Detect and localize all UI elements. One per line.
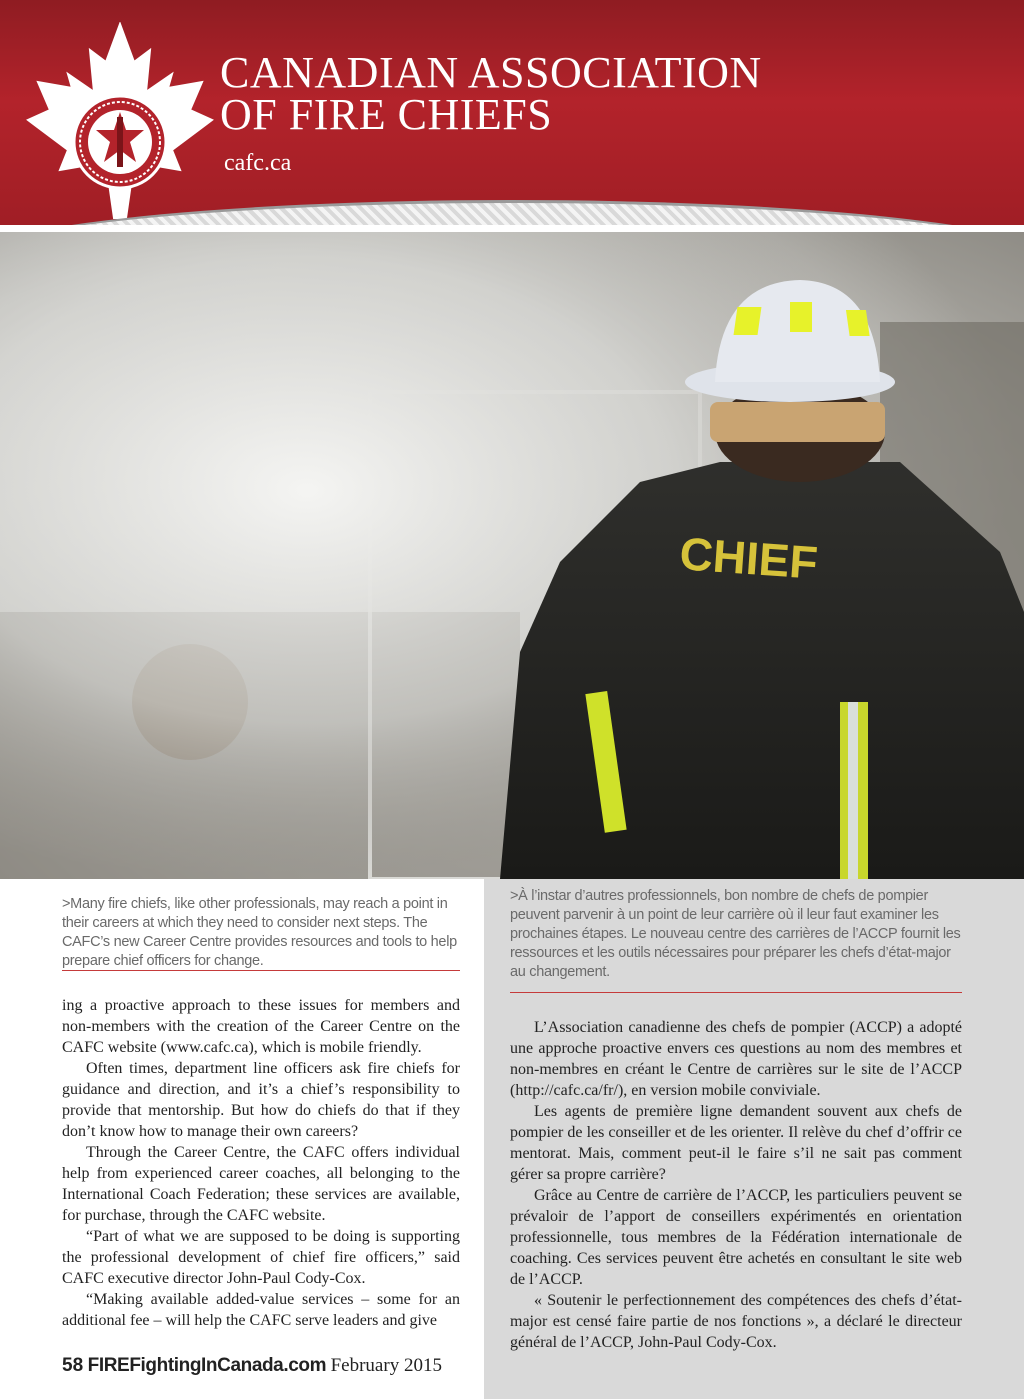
- french-caption-rule: [510, 992, 962, 993]
- issue-date: February 2015: [330, 1355, 442, 1376]
- english-caption: >Many fire chiefs, like other professionals, may reach a point in their careers at which they need to consider next steps. The CAFC’s new Career Centre provides resources and tools to help prepare chief officers for change.: [62, 896, 457, 969]
- french-paragraph: L’Association canadienne des chefs de pompier (ACCP) a adopté une approche proactive envers ces questions au nom des membres et non-membres en créant le Centre de carrières sur le site de l’ACCP (http://cafc.ca/fr/), en version mobile conviviale.: [510, 1019, 962, 1099]
- organization-name: [220, 48, 762, 139]
- french-paragraph: Grâce au Centre de carrière de l’ACCP, les particuliers peuvent se prévaloir de l’apport de conseillers expérimentés en orientation professionnelle, tous membres de la Fédération internationale de coaching. Ces services peuvent être achetés en consultant le site web de l’ACCP.: [510, 1187, 962, 1288]
- english-paragraph: Through the Career Centre, the CAFC offers individual help from experienced career coaches, all belonging to the International Coach Federation; these services are available, for purchase, through the CAFC website.: [62, 1144, 460, 1224]
- french-caption: >À l’instar d’autres professionnels, bon nombre de chefs de pompier peuvent parvenir à un point de leur carrière où il leur faut examiner les prochaines étapes. Le nouveau centre des carrières de l’ACCP fournit les ressources et les outils nécessaires pour préparer les chefs d’état-major au changement.: [510, 888, 961, 980]
- org-name-line2: OF FIRE CHIEFS: [220, 90, 553, 139]
- photo-illustration: [0, 232, 1024, 879]
- header-banner: [0, 0, 1024, 225]
- firefighter-chief-photo: [0, 232, 1024, 879]
- english-article-text: [62, 995, 460, 1331]
- cafc-maple-leaf-logo: [22, 22, 218, 222]
- english-paragraph: “Part of what we are supposed to be doing is supporting the professional development of chief fire officers,” said CAFC executive director John-Paul Cody-Cox.: [62, 1228, 460, 1287]
- page-footer: [62, 1355, 442, 1377]
- jacket-chief-label: CHIEF: [678, 527, 820, 589]
- page-number: 58: [62, 1355, 84, 1376]
- french-paragraph: Les agents de première ligne demandent souvent aux chefs de pompier de les conseiller et de les orienter. Il relève du chef d’offrir ce mentorat. Mais, comment peut-il le faire s’il ne sait pas comment gérer sa propre carrière?: [510, 1103, 962, 1183]
- english-paragraph: ing a proactive approach to these issues for members and non-members with the creation of the Career Centre on the CAFC website (www.cafc.ca), which is mobile friendly.: [62, 997, 460, 1056]
- french-article-text: [510, 1017, 962, 1353]
- org-name-line1: CANADIAN ASSOCIATION: [220, 48, 762, 97]
- english-paragraph: Often times, department line officers ask fire chiefs for guidance and direction, and it’s a chief’s responsibility to provide that mentorship. But how do chiefs do that if they don’t know how to manage their own careers?: [62, 1060, 460, 1140]
- website-link[interactable]: cafc.ca: [224, 150, 292, 176]
- english-caption-rule: [62, 970, 460, 971]
- english-paragraph: “Making available added-value services – some for an additional fee – will help the CAFC serve leaders and give: [62, 1291, 460, 1329]
- french-paragraph: « Soutenir le perfectionnement des compétences des chefs d’état-major est censé faire partie de nos fonctions », a déclaré le directeur général de l’ACCP, John-Paul Cody-Cox.: [510, 1292, 962, 1351]
- magazine-name[interactable]: FIREFightingInCanada.com: [87, 1355, 327, 1376]
